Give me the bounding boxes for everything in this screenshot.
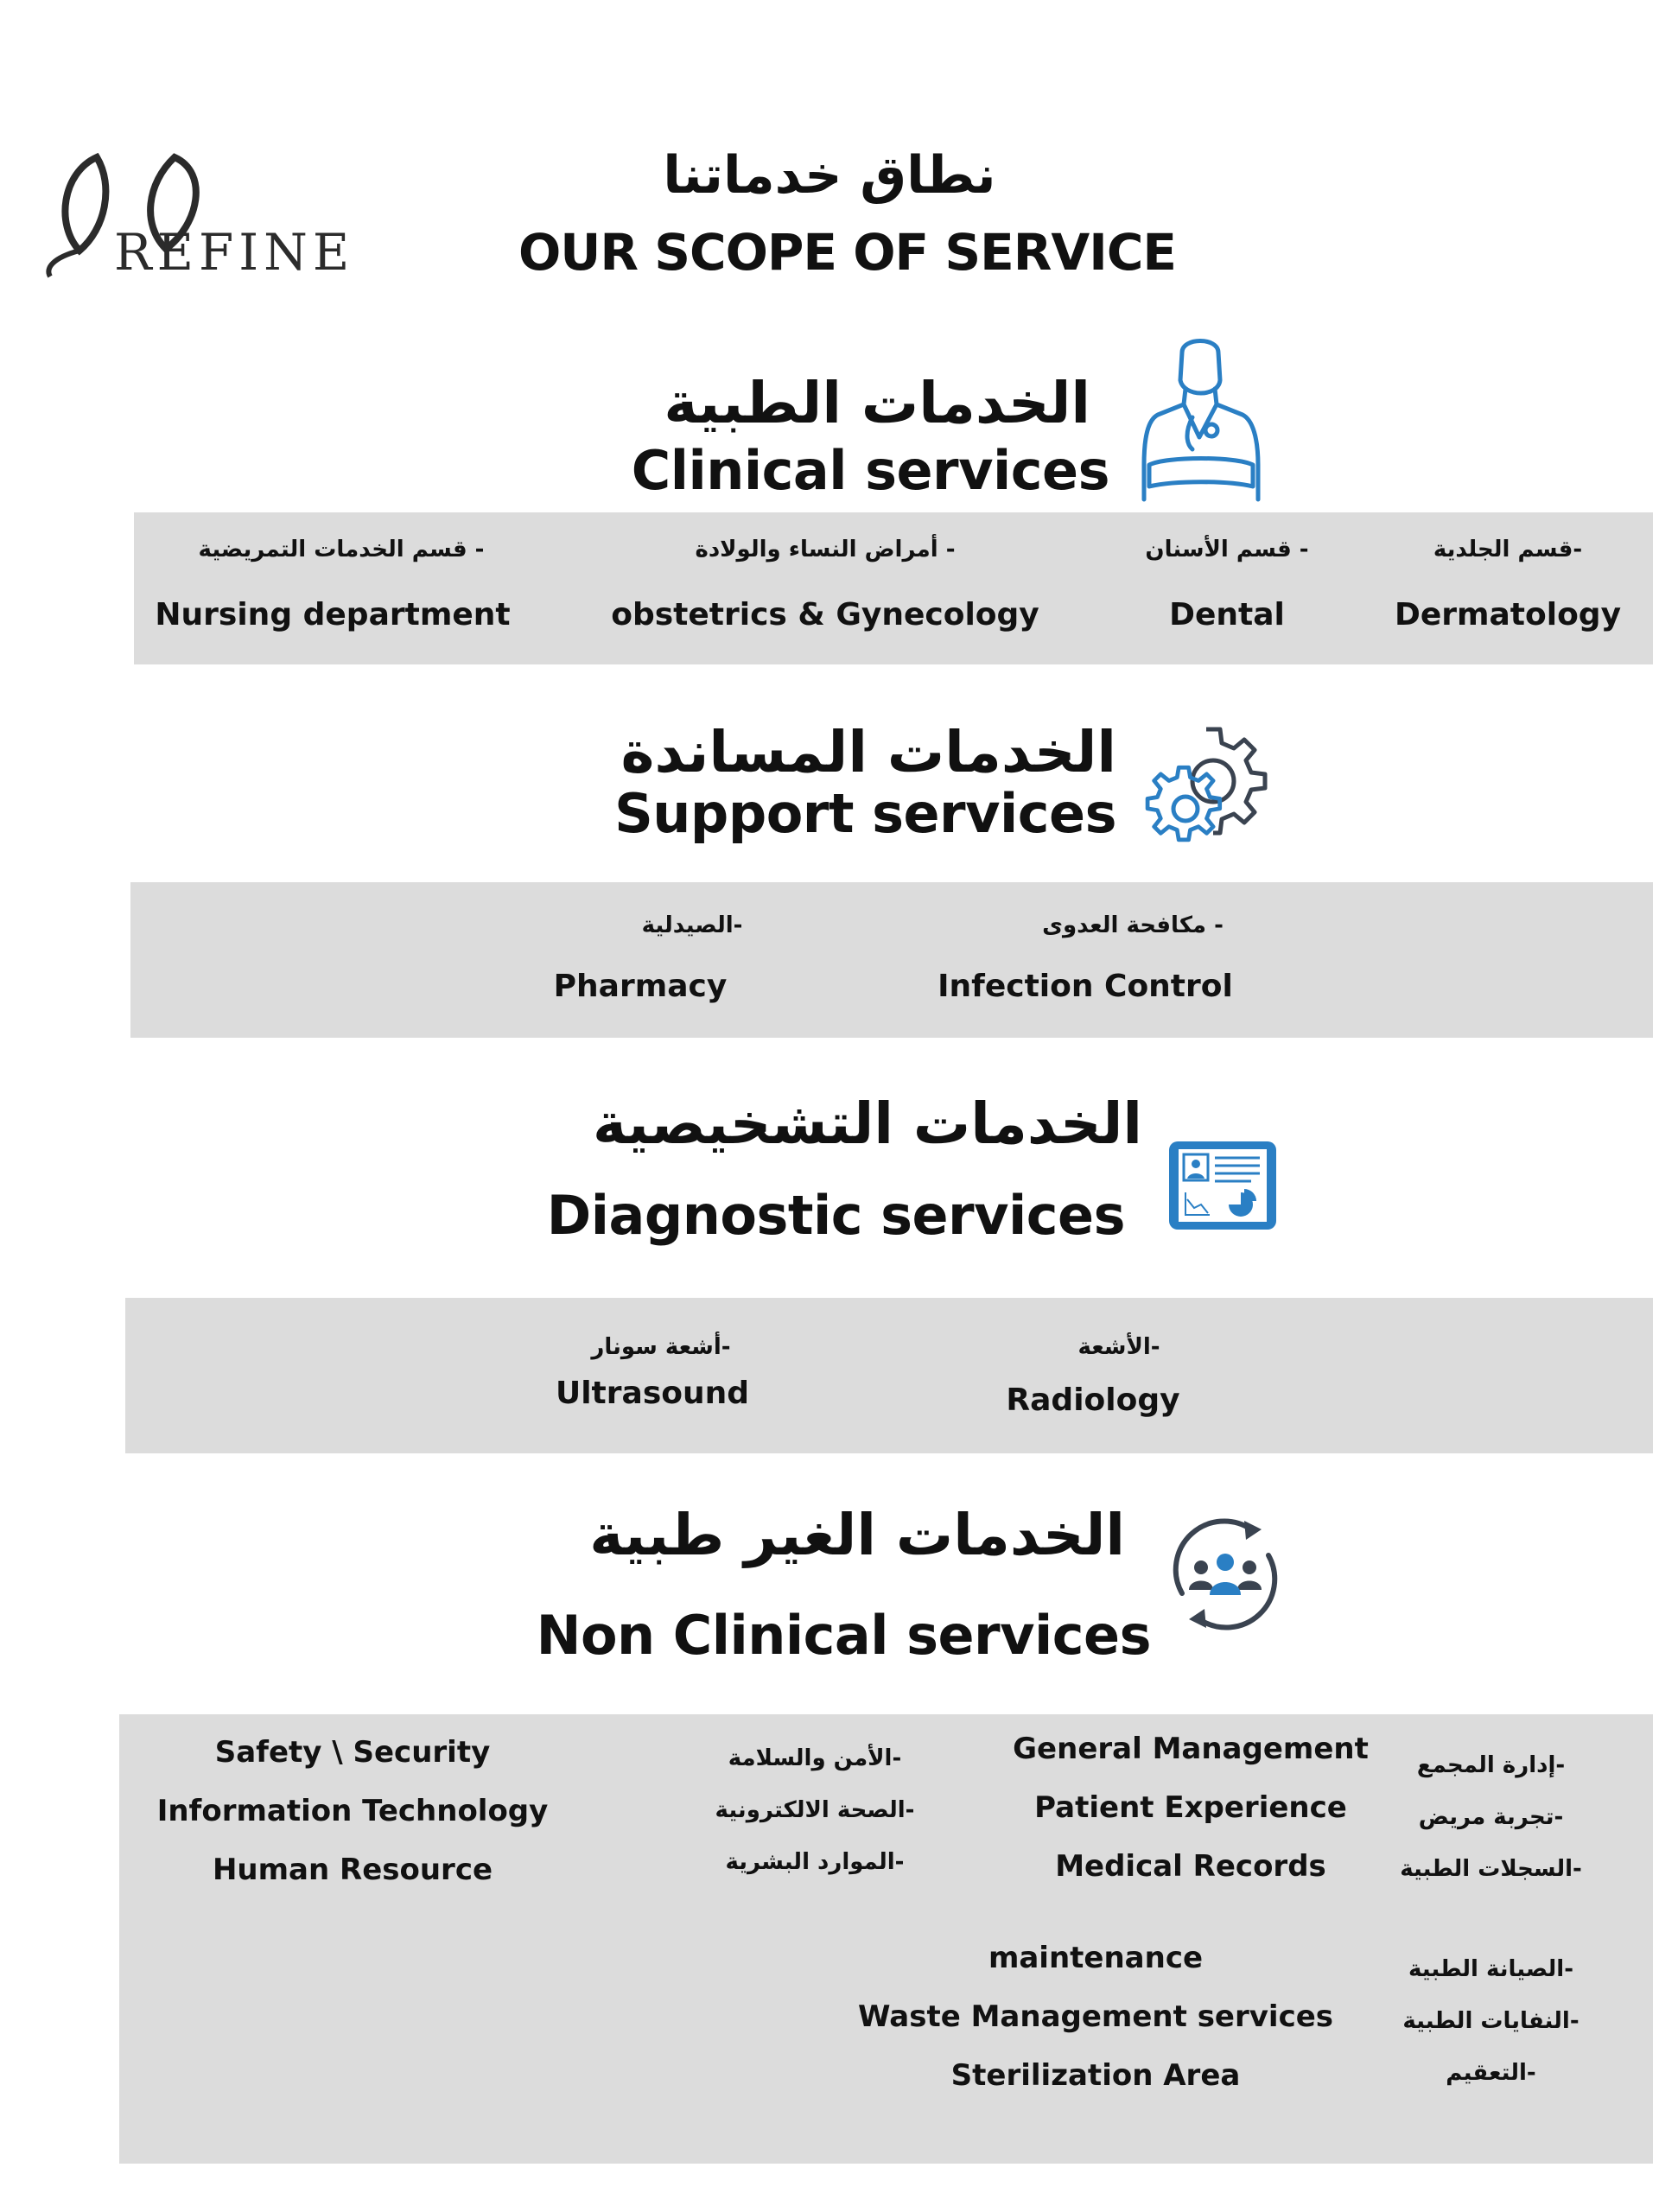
gears-icon bbox=[1139, 724, 1268, 854]
support-panel bbox=[130, 882, 1653, 1038]
medical-records-en: Medical Records bbox=[1055, 1849, 1326, 1884]
medical-records-ar: -السجلات الطبية bbox=[1400, 1856, 1582, 1882]
ultrasound-ar: -أشعة سونار bbox=[591, 1334, 731, 1360]
nonclinical-title-ar: الخدمات الغير طبية bbox=[589, 1502, 1125, 1568]
sterilization-ar: -التعقيم bbox=[1446, 2060, 1536, 2086]
maintenance-ar: -الصيانة الطبية bbox=[1408, 1956, 1574, 1982]
clinical-panel bbox=[134, 512, 1653, 664]
dental-en: Dental bbox=[1169, 597, 1285, 632]
nursing-en: Nursing department bbox=[155, 597, 511, 632]
dermatology-en: Dermatology bbox=[1394, 597, 1622, 632]
pharmacy-en: Pharmacy bbox=[553, 969, 728, 1004]
general-management-en: General Management bbox=[1013, 1732, 1369, 1766]
refine-logo bbox=[45, 147, 355, 285]
safety-security-ar: -الأمن والسلامة bbox=[728, 1745, 902, 1771]
general-management-ar: -إدارة المجمع bbox=[1416, 1752, 1566, 1778]
ehealth-ar: -الصحة الالكترونية bbox=[715, 1797, 915, 1823]
support-title-ar: الخدمات المساندة bbox=[620, 719, 1116, 785]
pharmacy-ar: -الصيدلية bbox=[641, 912, 743, 938]
diagnostic-title-ar: الخدمات التشخيصية bbox=[592, 1090, 1142, 1157]
human-resource-en: Human Resource bbox=[212, 1853, 493, 1887]
nonclinical-title-en: Non Clinical services bbox=[536, 1604, 1151, 1667]
ultrasound-en: Ultrasound bbox=[555, 1376, 749, 1411]
team-cycle-icon bbox=[1165, 1514, 1286, 1635]
doctor-icon bbox=[1132, 335, 1270, 504]
patient-experience-en: Patient Experience bbox=[1034, 1790, 1347, 1825]
radiology-en: Radiology bbox=[1006, 1382, 1180, 1418]
dental-ar: - قسم الأسنان bbox=[1145, 537, 1309, 563]
dermatology-ar: -قسم الجلدية bbox=[1433, 537, 1583, 563]
logo-wordmark: REFINE bbox=[114, 223, 355, 282]
support-title-en: Support services bbox=[614, 782, 1116, 845]
sterilization-en: Sterilization Area bbox=[950, 2058, 1241, 2093]
clinical-title-en: Clinical services bbox=[631, 439, 1109, 502]
clinical-title-ar: الخدمات الطبية bbox=[664, 370, 1090, 436]
infection-control-ar: - مكافحة العدوى bbox=[1042, 912, 1224, 938]
infection-control-en: Infection Control bbox=[938, 969, 1233, 1004]
patient-experience-ar: -تجربة مريض bbox=[1418, 1804, 1564, 1830]
waste-management-ar: -النفايات الطبية bbox=[1402, 2008, 1579, 2034]
diagnostic-panel bbox=[125, 1298, 1653, 1453]
nonclinical-panel bbox=[119, 1714, 1653, 2164]
obgyn-ar: - أمراض النساء والولادة bbox=[695, 537, 956, 563]
human-resource-ar: -الموارد البشرية bbox=[725, 1849, 905, 1875]
page-title-en: OUR SCOPE OF SERVICE bbox=[518, 223, 1177, 282]
waste-management-en: Waste Management services bbox=[857, 1999, 1334, 2034]
tablet-report-icon bbox=[1166, 1139, 1279, 1232]
obgyn-en: obstetrics & Gynecology bbox=[611, 597, 1039, 632]
page-title-ar: نطاق خدماتنا bbox=[663, 145, 996, 206]
radiology-ar: -الأشعة bbox=[1077, 1334, 1160, 1360]
diagnostic-title-en: Diagnostic services bbox=[546, 1184, 1125, 1247]
nursing-ar: - قسم الخدمات التمريضية bbox=[198, 537, 485, 563]
safety-security-en: Safety \ Security bbox=[214, 1735, 491, 1770]
information-technology-en: Information Technology bbox=[156, 1794, 549, 1828]
maintenance-en: maintenance bbox=[988, 1941, 1204, 1975]
